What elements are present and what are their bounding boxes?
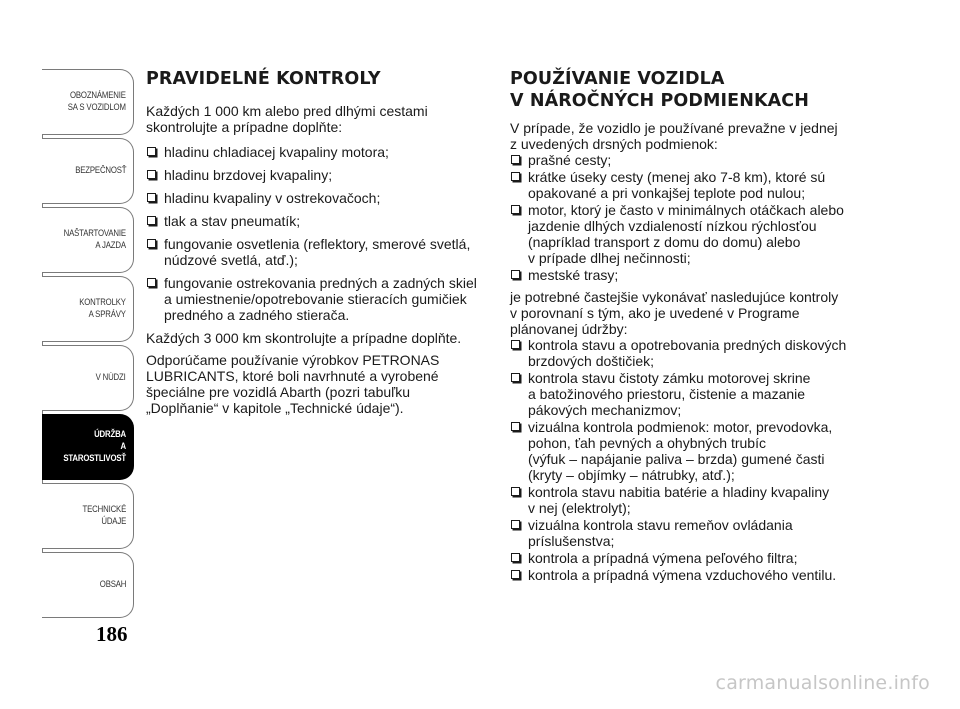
checkbox-bullet-icon: [147, 193, 156, 202]
list-item: [146, 167, 486, 183]
checkbox-bullet-icon: [147, 278, 156, 287]
checkbox-bullet-icon: [511, 270, 520, 279]
list-item: [146, 190, 486, 206]
section-heading: PRAVIDELNÉ KONTROLY: [146, 69, 381, 89]
checkbox-bullet-icon: [147, 147, 156, 156]
list-item-text: kontrola stavu a opotrebovania predných diskových brzdových doštičiek;: [528, 337, 847, 369]
section-heading: POUŽÍVANIE VOZIDLA V NÁROČNÝCH PODMIENKACH: [510, 69, 809, 111]
page-number: 186: [96, 622, 128, 646]
checkbox-bullet-icon: [511, 340, 520, 349]
list-item-text: motor, ktorý je často v minimálnych otáčkach alebo jazdenie dlhých vzdialeností nízkou rýchlosťou (napríklad transport z domu do domu) alebo v prípade dlhej nečinnosti;: [528, 202, 844, 266]
list-item: [510, 484, 920, 516]
list-item-text: kontrola a prípadná výmena vzduchového ventilu.: [528, 567, 837, 583]
list-item: [510, 202, 920, 266]
list-item: [510, 370, 920, 418]
check-list: [146, 144, 486, 323]
list-item-text: vizuálna kontrola podmienok: motor, prevodovka, pohon, ťah pevných a ohybných trubíc (výfuk – napájanie paliva – brzda) gumené časti (kryty – objímky – nátrubky, atď.);: [528, 419, 833, 483]
checkbox-bullet-icon: [511, 422, 520, 431]
regular-checks-section: [146, 68, 486, 416]
tab-udrzba-active[interactable]: [42, 414, 134, 480]
tab-label: KONTROLKY A SPRÁVY: [79, 297, 126, 320]
conditions-list: [510, 152, 920, 283]
checkbox-bullet-icon: [147, 216, 156, 225]
checkbox-bullet-icon: [511, 553, 520, 562]
severe-conditions-section: [510, 68, 920, 584]
tab-label: TECHNICKÉ ÚDAJE: [82, 504, 126, 527]
tab-label: OBSAH: [99, 579, 126, 590]
checkbox-bullet-icon: [511, 172, 520, 181]
list-item: [146, 275, 486, 323]
tab-label: OBOZNÁMENIE SA S VOZIDLOM: [67, 90, 126, 113]
watermark: carmanualsonline.info: [715, 672, 930, 694]
list-item: [510, 169, 920, 201]
tab-nastartovanie[interactable]: [42, 207, 134, 273]
list-item-text: tlak a stav pneumatík;: [164, 213, 301, 229]
list-item-text: kontrola stavu nabitia batérie a hladiny kvapaliny v nej (elektrolyt);: [528, 484, 830, 516]
checkbox-bullet-icon: [511, 520, 520, 529]
list-item: [510, 337, 920, 369]
list-item: [146, 213, 486, 229]
checkbox-bullet-icon: [511, 373, 520, 382]
checkbox-bullet-icon: [511, 487, 520, 496]
list-item: [510, 267, 920, 283]
chapter-tabs: [42, 69, 134, 621]
list-item: [510, 152, 920, 168]
frequent-checks-list: [510, 337, 920, 583]
list-item-text: kontrola stavu čistoty zámku motorovej skrine a batožinového priestoru, čistenie a mazanie pákových mechanizmov;: [528, 370, 811, 418]
list-item-text: mestské trasy;: [528, 267, 619, 283]
list-item-text: krátke úseky cesty (menej ako 7-8 km), ktoré sú opakované a pri vonkajšej teplote pod nulou;: [528, 169, 826, 201]
tab-label: ÚDRŽBA A STAROSTLIVOSŤ: [63, 429, 126, 464]
checkbox-bullet-icon: [511, 155, 520, 164]
list-item: [146, 144, 486, 160]
list-item-text: hladinu kvapaliny v ostrekovačoch;: [164, 190, 381, 206]
tab-technicke-udaje[interactable]: [42, 483, 134, 549]
intro-text: Každých 1 000 km alebo pred dlhými cestami skontrolujte a prípadne doplňte:: [146, 103, 428, 135]
list-item-text: fungovanie osvetlenia (reflektory, smerové svetlá, núdzové svetlá, atď.);: [164, 236, 471, 268]
middle-text: je potrebné častejšie vykonávať nasledujúce kontroly v porovnaní s tým, ako je uvedené v Programe plánovanej údržby:: [510, 289, 839, 337]
list-item: [510, 419, 920, 483]
checkbox-bullet-icon: [147, 170, 156, 179]
tab-oboznamenie[interactable]: [42, 69, 134, 135]
list-item-text: kontrola a prípadná výmena peľového filtra;: [528, 550, 798, 566]
intro-text: V prípade, že vozidlo je používané prevažne v jednej z uvedených drsných podmienok:: [510, 120, 838, 152]
list-item: [146, 236, 486, 268]
tab-bezpecnost[interactable]: [42, 138, 134, 204]
interval-text: Každých 3 000 km skontrolujte a prípadne doplňte.: [146, 330, 462, 346]
tab-kontrolky[interactable]: [42, 276, 134, 342]
list-item-text: fungovanie ostrekovania predných a zadných skiel a umiestnenie/opotrebovanie stieracích gumičiek predného a zadného stierača.: [164, 275, 477, 323]
recommendation-text: Odporúčame používanie výrobkov PETRONAS LUBRICANTS, ktoré boli navrhnuté a vyrobené špeciálne pre vozidlá Abarth (pozri tabuľku „Doplňanie“ v kapitole „Technické údaje“).: [146, 352, 440, 416]
checkbox-bullet-icon: [147, 239, 156, 248]
tab-label: V NÚDZI: [95, 372, 126, 383]
checkbox-bullet-icon: [511, 205, 520, 214]
tab-label: BEZPEČNOSŤ: [74, 165, 126, 176]
tab-label: NAŠTARTOVANIE A JAZDA: [63, 228, 126, 251]
list-item: [510, 567, 920, 583]
tab-obsah[interactable]: [42, 552, 134, 618]
list-item: [510, 550, 920, 566]
list-item: [510, 517, 920, 549]
list-item-text: hladinu brzdovej kvapaliny;: [164, 167, 333, 183]
checkbox-bullet-icon: [511, 570, 520, 579]
list-item-text: prašné cesty;: [528, 152, 612, 168]
list-item-text: hladinu chladiacej kvapaliny motora;: [164, 144, 389, 160]
list-item-text: vizuálna kontrola stavu remeňov ovládania príslušenstva;: [528, 517, 793, 549]
tab-v-nudzi[interactable]: [42, 345, 134, 411]
